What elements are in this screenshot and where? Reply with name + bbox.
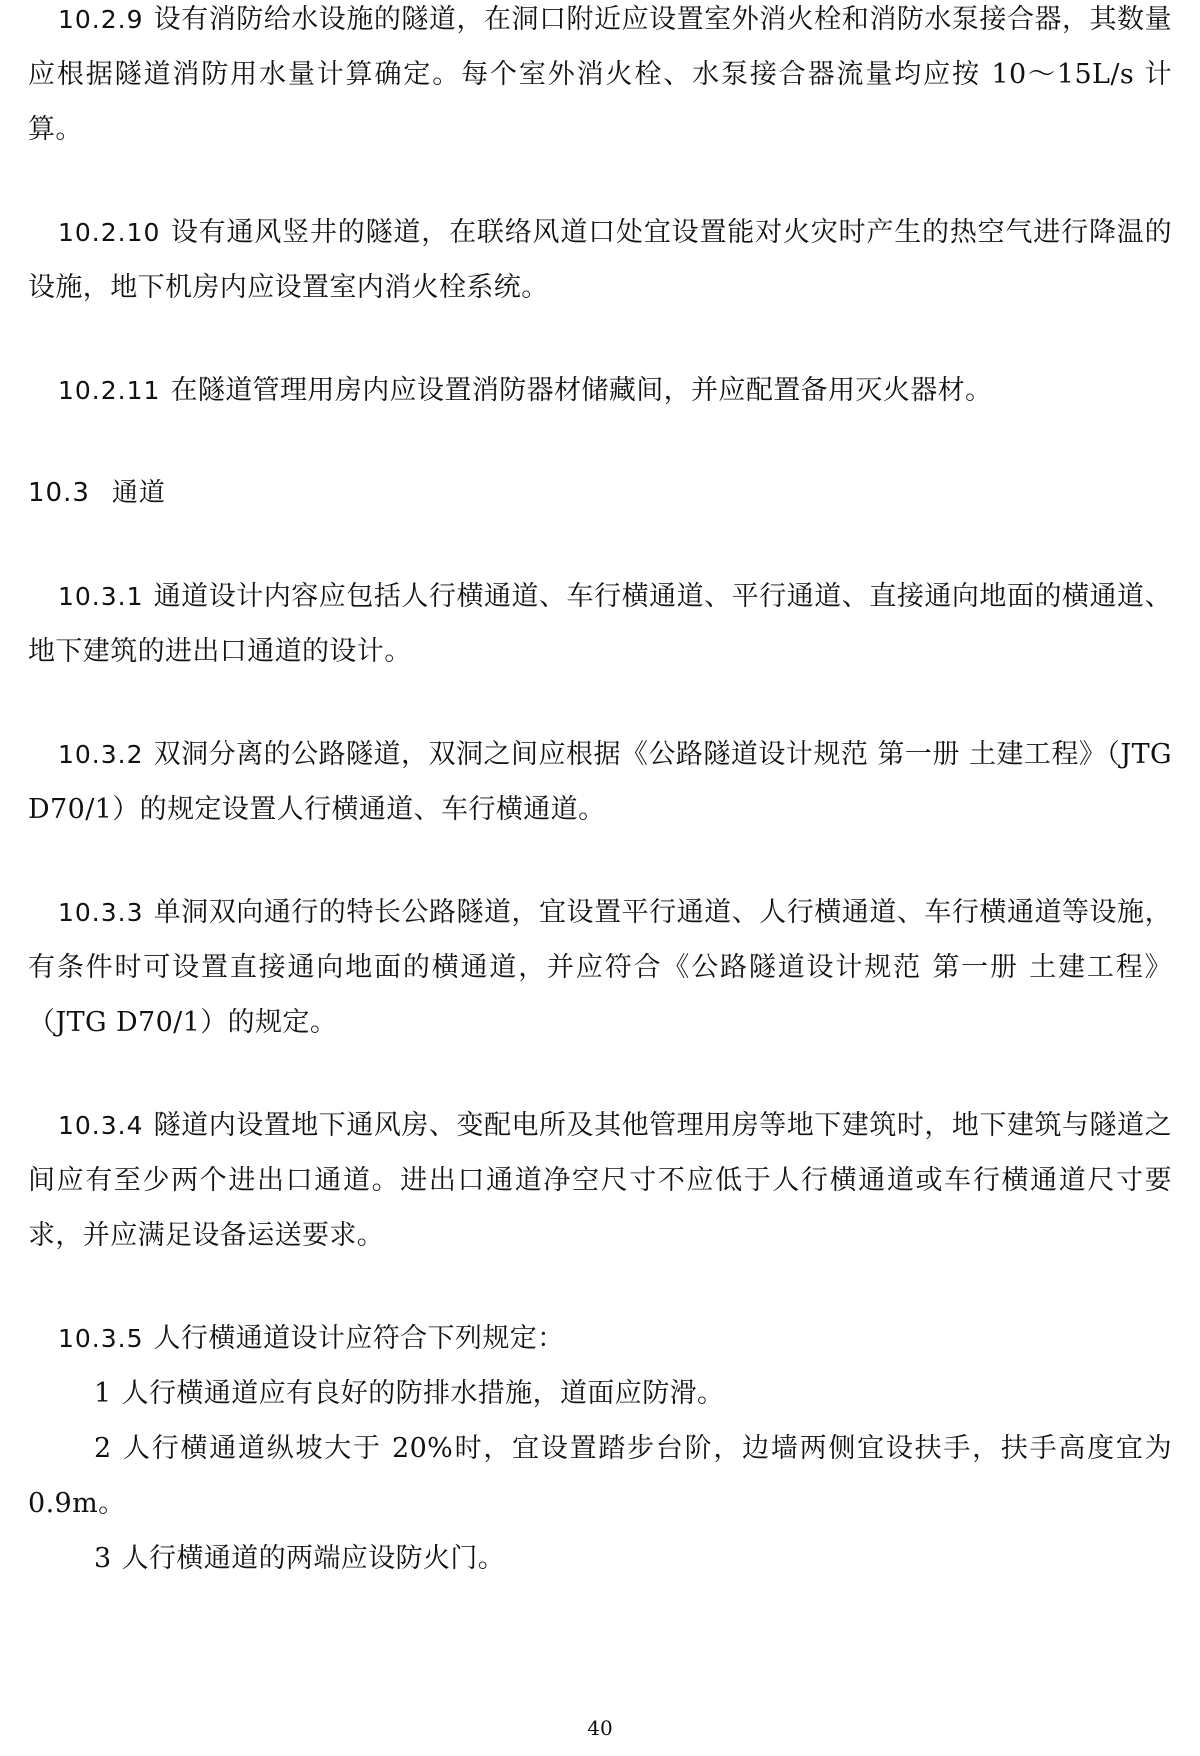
list-item-3 [28,1531,1172,1586]
clause-10-2-10 [28,205,1172,315]
paragraph-gap [28,837,1172,885]
clause-number: 10.3.2 [58,740,144,769]
clause-10-3-5 [28,1311,1172,1366]
clause-text: 在隧道管理用房内应设置消防器材储藏间，并应配置备用灭火器材。 [170,375,993,406]
clause-text: 隧道内设置地下通风房、变配电所及其他管理用房等地下建筑时，地下建筑与隧道之间应有至少两个进出口通道。进出口通道净空尺寸不应低于人行横通道或车行横通道尺寸要求，并应满足设备运送要求。 [28,1110,1172,1251]
clause-number: 10.3.3 [58,898,144,927]
section-number: 10.3 [28,478,90,508]
clause-text: 双洞分离的公路隧道，双洞之间应根据《公路隧道设计规范 第一册 土建工程》（JTG D70/1）的规定设置人行横通道、车行横通道。 [28,739,1172,825]
clause-number: 10.3.5 [58,1324,144,1353]
clause-number: 10.2.10 [58,218,161,247]
clause-number: 10.3.4 [58,1111,144,1140]
item-text: 人行横通道的两端应设防火门。 [121,1543,506,1574]
page-content [28,0,1172,1586]
item-text: 人行横通道应有良好的防排水措施，道面应防滑。 [121,1378,725,1409]
clause-text: 单洞双向通行的特长公路隧道，宜设置平行通道、人行横通道、车行横通道等设施，有条件时可设置直接通向地面的横通道，并应符合《公路隧道设计规范 第一册 土建工程》（JTG D70/1）的规定。 [28,897,1172,1038]
clause-text: 通道设计内容应包括人行横通道、车行横通道、平行通道、直接通向地面的横通道、地下建筑的进出口通道的设计。 [28,581,1172,667]
clause-10-3-3 [28,885,1172,1050]
clause-text: 人行横通道设计应符合下列规定： [153,1323,565,1354]
list-item-1 [28,1366,1172,1421]
paragraph-gap [28,315,1172,363]
clause-number: 10.2.9 [58,5,144,34]
paragraph-gap [28,157,1172,205]
clause-number: 10.2.11 [58,376,161,405]
item-number: 2 [94,1433,112,1464]
section-title: 通道 [111,478,166,508]
list-item-2 [28,1421,1172,1531]
clause-10-2-9 [28,0,1172,157]
item-text: 人行横通道纵坡大于 20%时，宜设置踏步台阶，边墙两侧宜设扶手，扶手高度宜为 0.9m。 [28,1433,1172,1519]
paragraph-gap [28,1263,1172,1311]
paragraph-gap [28,1050,1172,1098]
clause-number: 10.3.1 [58,582,144,611]
clause-10-2-11 [28,363,1172,418]
item-number: 1 [94,1378,112,1409]
paragraph-gap [28,521,1172,569]
item-number: 3 [94,1543,112,1574]
paragraph-gap [28,418,1172,466]
clause-10-3-4 [28,1098,1172,1263]
paragraph-gap [28,679,1172,727]
clause-10-3-2 [28,727,1172,837]
page-number: 40 [587,1716,613,1740]
clause-text: 设有通风竖井的隧道，在联络风道口处宜设置能对火灾时产生的热空气进行降温的设施，地下机房内应设置室内消火栓系统。 [28,217,1172,303]
clause-10-3-1 [28,569,1172,679]
section-heading [28,466,1172,521]
clause-text: 设有消防给水设施的隧道，在洞口附近应设置室外消火栓和消防水泵接合器，其数量应根据隧道消防用水量计算确定。每个室外消火栓、水泵接合器流量均应按 10～15L/s 计算。 [28,4,1172,145]
